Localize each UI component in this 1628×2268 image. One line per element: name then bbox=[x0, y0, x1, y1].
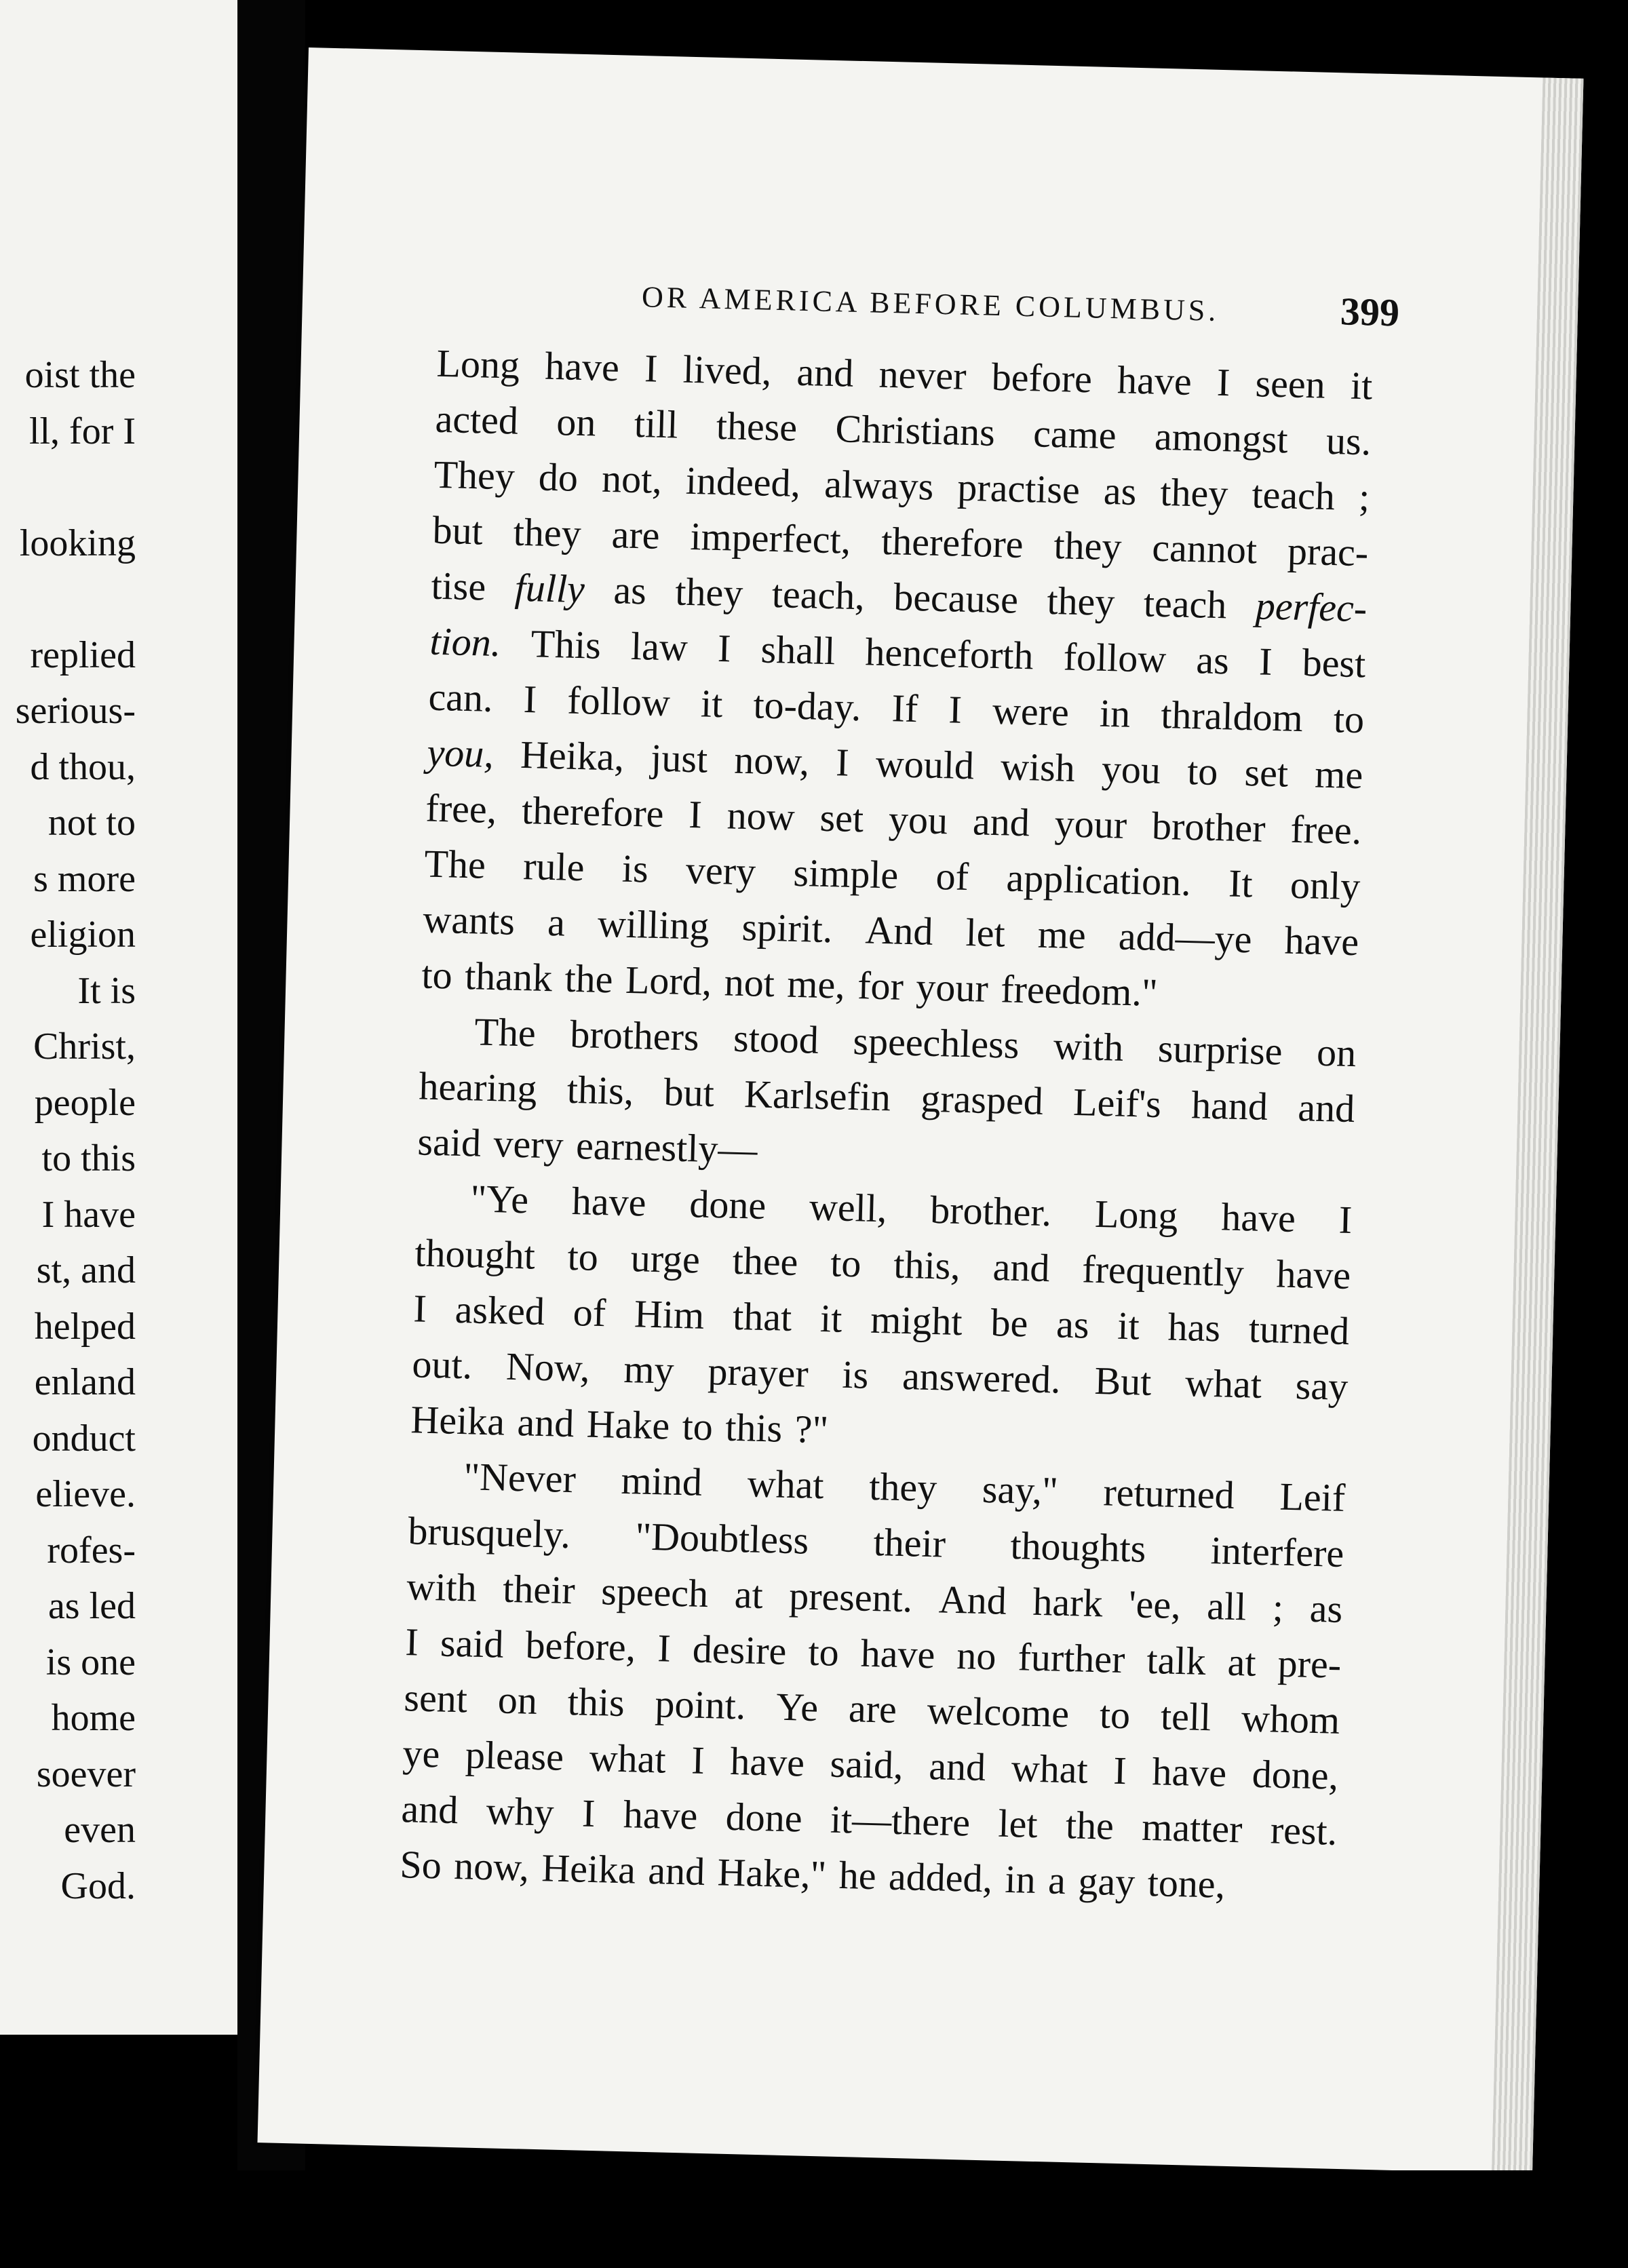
word: ; bbox=[1358, 475, 1371, 520]
word: on bbox=[556, 399, 597, 445]
word: I bbox=[581, 1791, 596, 1836]
word: So bbox=[399, 1842, 442, 1888]
word: they bbox=[1053, 523, 1123, 569]
word: brother bbox=[1151, 803, 1266, 850]
word: I bbox=[523, 677, 538, 722]
word: Leif's bbox=[1072, 1080, 1162, 1127]
word: thank bbox=[464, 954, 553, 1000]
word: came bbox=[1032, 411, 1117, 458]
word: are bbox=[848, 1686, 897, 1732]
word: it bbox=[700, 681, 724, 726]
facing-page-line: people bbox=[34, 1081, 136, 1124]
word: This bbox=[530, 621, 602, 667]
word: I bbox=[412, 1286, 427, 1331]
word: you bbox=[888, 797, 948, 843]
word: have bbox=[1151, 1749, 1227, 1795]
word: point. bbox=[654, 1681, 747, 1728]
word: "Ye bbox=[469, 1176, 529, 1222]
word: spirit. bbox=[741, 905, 834, 952]
word: he bbox=[838, 1852, 877, 1898]
italic-word: you, bbox=[426, 730, 495, 776]
word: whom bbox=[1241, 1696, 1340, 1742]
word: The bbox=[473, 1009, 537, 1055]
word: it bbox=[1350, 363, 1374, 408]
word: teach, bbox=[771, 571, 866, 619]
word: have bbox=[571, 1178, 647, 1225]
word: I bbox=[1338, 1197, 1353, 1243]
word: indeed, bbox=[685, 458, 801, 505]
word: Long bbox=[435, 340, 520, 387]
facing-page-line: enland bbox=[34, 1361, 136, 1403]
word: desire bbox=[692, 1626, 788, 1673]
word: to bbox=[566, 1234, 599, 1279]
word: henceforth bbox=[864, 629, 1034, 678]
word: as bbox=[1195, 638, 1230, 683]
word: their bbox=[872, 1520, 946, 1566]
word: I bbox=[948, 687, 963, 732]
word: all bbox=[1206, 1584, 1247, 1629]
facing-page-line: rofes- bbox=[47, 1529, 136, 1571]
word: be bbox=[990, 1300, 1029, 1346]
word: I bbox=[644, 346, 659, 391]
word: ; bbox=[1272, 1585, 1284, 1630]
facing-page-line: Christ, bbox=[33, 1025, 136, 1068]
word: and bbox=[992, 1245, 1051, 1291]
word: Lord, bbox=[625, 957, 713, 1004]
word: on bbox=[1316, 1030, 1357, 1076]
word: further bbox=[1017, 1635, 1126, 1682]
facing-page-line: serious- bbox=[15, 690, 136, 732]
word: have bbox=[623, 1792, 699, 1838]
word: pre- bbox=[1277, 1641, 1342, 1687]
word: Long bbox=[1094, 1191, 1179, 1238]
word: would bbox=[875, 741, 975, 788]
word: always bbox=[823, 461, 935, 509]
word bbox=[1255, 578, 1368, 636]
word: at bbox=[734, 1572, 764, 1618]
facing-page bbox=[0, 0, 237, 2035]
facing-page-line: home bbox=[51, 1697, 136, 1739]
facing-page-line: oist the bbox=[24, 354, 136, 396]
word: I bbox=[1112, 1748, 1127, 1793]
word: simple bbox=[792, 850, 899, 897]
italic-word: perfec- bbox=[1255, 583, 1368, 631]
word: added, bbox=[888, 1854, 993, 1901]
word bbox=[427, 725, 495, 782]
word: is bbox=[621, 846, 649, 891]
word: best bbox=[1302, 640, 1367, 686]
word: as bbox=[613, 568, 647, 613]
word: Hake bbox=[586, 1401, 671, 1448]
word: have bbox=[860, 1630, 936, 1677]
word: sent bbox=[403, 1675, 468, 1721]
word: Now, bbox=[505, 1344, 591, 1390]
word: it—there bbox=[830, 1797, 971, 1845]
word: If bbox=[891, 686, 919, 731]
word: to bbox=[1186, 748, 1219, 794]
facing-page-line: I have bbox=[41, 1193, 136, 1236]
word: They bbox=[433, 452, 516, 498]
word: thee bbox=[732, 1238, 799, 1285]
word: are bbox=[610, 512, 661, 558]
facing-page-line: looking bbox=[19, 522, 136, 564]
facing-page-line: elieve. bbox=[35, 1473, 136, 1515]
word: because bbox=[893, 574, 1019, 622]
word: present. bbox=[788, 1573, 914, 1621]
word: done bbox=[689, 1181, 767, 1228]
word: that bbox=[732, 1293, 792, 1340]
word: prac- bbox=[1287, 528, 1369, 575]
word: let bbox=[997, 1801, 1039, 1847]
word: with bbox=[406, 1564, 478, 1610]
scan-border bbox=[0, 2170, 1628, 2268]
word: but bbox=[663, 1070, 715, 1116]
word: this bbox=[724, 1405, 783, 1451]
word: The bbox=[423, 841, 486, 887]
word: returned bbox=[1102, 1470, 1235, 1517]
word: set bbox=[819, 795, 864, 841]
word: not, bbox=[601, 456, 663, 502]
word: speech bbox=[600, 1569, 709, 1616]
word: "Doubtless bbox=[634, 1514, 809, 1563]
word: set bbox=[1243, 750, 1289, 796]
word: tell bbox=[1160, 1694, 1212, 1740]
word: before bbox=[991, 354, 1093, 402]
word: Heika bbox=[541, 1845, 636, 1892]
word: they bbox=[1046, 578, 1116, 625]
word: with bbox=[1053, 1023, 1124, 1070]
word: and bbox=[928, 1744, 986, 1790]
word: brother. bbox=[929, 1187, 1052, 1235]
facing-page-line: God. bbox=[60, 1864, 136, 1907]
word: never bbox=[878, 351, 967, 398]
page-number: 399 bbox=[1340, 289, 1400, 335]
word: rule bbox=[522, 844, 585, 890]
word: to bbox=[1333, 697, 1365, 742]
word: why bbox=[486, 1788, 555, 1835]
word: free. bbox=[1290, 806, 1362, 853]
word: Hake," bbox=[716, 1850, 828, 1897]
word: what bbox=[1184, 1361, 1262, 1407]
word: please bbox=[465, 1732, 564, 1779]
word: brothers bbox=[569, 1011, 700, 1059]
word: this bbox=[567, 1679, 625, 1725]
facing-page-line: It is bbox=[77, 969, 136, 1012]
word: to bbox=[807, 1629, 840, 1675]
word: talk bbox=[1146, 1637, 1207, 1684]
word: the bbox=[1065, 1803, 1115, 1848]
word: surprise bbox=[1157, 1026, 1283, 1074]
word: they bbox=[674, 569, 744, 615]
word: application. bbox=[1005, 855, 1192, 905]
word: mind bbox=[620, 1458, 703, 1504]
word: I bbox=[835, 740, 850, 785]
word: shall bbox=[760, 627, 836, 673]
word: and bbox=[516, 1400, 575, 1446]
word: were bbox=[992, 688, 1070, 735]
word: a bbox=[547, 899, 566, 945]
facing-page-line: ll, for I bbox=[28, 410, 136, 452]
word: willing bbox=[597, 901, 710, 948]
word: this, bbox=[566, 1067, 635, 1114]
word: me, bbox=[786, 961, 846, 1007]
word: me bbox=[1314, 751, 1364, 798]
word: say bbox=[1295, 1363, 1349, 1409]
word: have bbox=[1275, 1251, 1351, 1298]
facing-page-line: eligion bbox=[30, 914, 136, 956]
facing-page-line: to this bbox=[41, 1137, 136, 1179]
word: freedom." bbox=[1000, 966, 1159, 1015]
word: urge bbox=[630, 1236, 701, 1282]
word: no bbox=[956, 1633, 997, 1679]
word: your bbox=[915, 964, 989, 1011]
facing-page-line: onduct bbox=[32, 1417, 136, 1460]
word: well, bbox=[809, 1184, 888, 1231]
word: I bbox=[717, 626, 732, 671]
word: It bbox=[1228, 861, 1254, 906]
facing-page-line: as led bbox=[47, 1585, 136, 1627]
word: teach bbox=[1143, 581, 1228, 627]
word: of bbox=[573, 1290, 606, 1335]
word: speechless bbox=[852, 1019, 1020, 1068]
word: of bbox=[935, 853, 969, 899]
word: seen bbox=[1254, 361, 1326, 407]
word: acted bbox=[434, 396, 519, 443]
word: lived, bbox=[682, 347, 773, 393]
word: me bbox=[1037, 912, 1087, 958]
word: out. bbox=[411, 1342, 473, 1388]
word: earnestly— bbox=[575, 1123, 758, 1172]
word: have bbox=[729, 1738, 805, 1785]
word: say," bbox=[982, 1466, 1059, 1513]
word: therefore bbox=[521, 788, 665, 836]
word: therefore bbox=[880, 518, 1024, 566]
word: answered. bbox=[902, 1353, 1062, 1402]
page-edge bbox=[1492, 77, 1583, 2174]
word: they bbox=[1159, 469, 1229, 516]
word: "Never bbox=[463, 1454, 577, 1502]
word: what bbox=[589, 1735, 667, 1782]
word: said bbox=[440, 1620, 505, 1666]
word: stood bbox=[733, 1015, 819, 1062]
word: done, bbox=[1252, 1751, 1339, 1798]
word: I bbox=[1258, 639, 1273, 684]
word: hark bbox=[1032, 1579, 1104, 1626]
word: till bbox=[634, 401, 679, 447]
word: thraldom bbox=[1160, 692, 1304, 741]
word: practise bbox=[956, 465, 1081, 512]
word: to bbox=[681, 1404, 714, 1449]
word: wants bbox=[422, 897, 516, 943]
word: I bbox=[657, 1626, 672, 1670]
word: law bbox=[630, 623, 689, 669]
word bbox=[514, 560, 585, 617]
facing-page-line: soever bbox=[36, 1753, 136, 1795]
word: it bbox=[1117, 1303, 1140, 1348]
facing-page-line: st, and bbox=[36, 1249, 136, 1291]
word: my bbox=[623, 1346, 675, 1392]
word: a bbox=[1047, 1858, 1066, 1903]
word: let bbox=[965, 910, 1006, 956]
word: ?" bbox=[794, 1407, 829, 1452]
facing-page-line: helped bbox=[34, 1305, 136, 1348]
word: But bbox=[1093, 1358, 1152, 1404]
word: add—ye bbox=[1118, 914, 1253, 962]
word: 'ee, bbox=[1128, 1582, 1182, 1628]
word: but bbox=[431, 507, 484, 553]
word: very bbox=[492, 1121, 564, 1167]
running-head: OR AMERICA BEFORE COLUMBUS. bbox=[641, 280, 1220, 328]
word: now bbox=[726, 793, 796, 839]
word: at bbox=[1226, 1639, 1257, 1685]
word: And bbox=[938, 1577, 1007, 1623]
word: tone, bbox=[1147, 1860, 1226, 1907]
word: gay bbox=[1077, 1858, 1136, 1904]
word: and bbox=[796, 349, 855, 395]
book-page bbox=[258, 47, 1584, 2174]
word: I bbox=[688, 792, 703, 837]
word: Him bbox=[634, 1291, 705, 1337]
facing-page-line: even bbox=[64, 1809, 136, 1851]
word: turned bbox=[1248, 1306, 1350, 1354]
word: thoughts bbox=[1009, 1523, 1147, 1571]
word: and bbox=[647, 1848, 706, 1894]
word: prayer bbox=[707, 1348, 809, 1396]
word: Ye bbox=[775, 1684, 819, 1730]
word: said, bbox=[829, 1741, 904, 1788]
word: hearing bbox=[418, 1063, 538, 1111]
word: to-day. bbox=[752, 682, 862, 730]
word: your bbox=[1054, 801, 1127, 847]
word: what bbox=[1011, 1746, 1089, 1792]
word: to bbox=[1099, 1692, 1131, 1738]
word: only bbox=[1290, 862, 1361, 909]
word: and bbox=[1297, 1085, 1355, 1131]
italic-word: fully bbox=[514, 565, 585, 612]
word bbox=[429, 614, 502, 671]
body-text bbox=[400, 336, 1374, 1915]
word: done bbox=[725, 1794, 803, 1841]
word: these bbox=[716, 403, 798, 450]
word: for bbox=[857, 963, 904, 1009]
word: their bbox=[502, 1566, 576, 1613]
word: cannot bbox=[1151, 525, 1258, 572]
italic-word: tion. bbox=[429, 619, 502, 665]
word: and bbox=[400, 1786, 459, 1833]
word: Karlsefin bbox=[743, 1072, 891, 1120]
word: as bbox=[1309, 1586, 1343, 1631]
word: ye bbox=[402, 1731, 441, 1776]
word: wish bbox=[1000, 744, 1076, 790]
word: not bbox=[724, 960, 775, 1006]
word: grasped bbox=[920, 1076, 1044, 1123]
word: do bbox=[538, 454, 579, 500]
word: amongst bbox=[1154, 414, 1289, 462]
word: as bbox=[1103, 468, 1138, 514]
facing-page-line: s more bbox=[33, 857, 136, 900]
word: they bbox=[513, 509, 582, 556]
word: thought bbox=[414, 1230, 536, 1278]
word: as bbox=[1055, 1302, 1090, 1347]
word: have bbox=[1283, 918, 1359, 964]
word: I bbox=[404, 1620, 419, 1664]
word: can. bbox=[427, 674, 494, 720]
word: follow bbox=[1063, 634, 1167, 682]
facing-page-line: replied bbox=[30, 633, 136, 676]
word: Leif bbox=[1279, 1474, 1346, 1520]
word: asked bbox=[454, 1287, 545, 1334]
word: before, bbox=[524, 1622, 637, 1670]
word: interfere bbox=[1210, 1528, 1344, 1576]
word: I bbox=[691, 1738, 705, 1783]
word: has bbox=[1167, 1304, 1221, 1350]
word: now, bbox=[453, 1843, 530, 1890]
word: Christians bbox=[834, 406, 996, 454]
word: free, bbox=[425, 785, 498, 832]
word: have bbox=[1117, 357, 1193, 404]
word: Heika bbox=[410, 1397, 505, 1444]
word: they bbox=[868, 1464, 937, 1510]
word: I bbox=[1216, 359, 1231, 405]
word: to bbox=[421, 952, 453, 998]
word: teach bbox=[1251, 472, 1336, 519]
word: rest. bbox=[1270, 1807, 1338, 1854]
word: to bbox=[830, 1240, 862, 1286]
word: have bbox=[544, 343, 620, 390]
word: frequently bbox=[1081, 1247, 1245, 1295]
word: it bbox=[819, 1295, 843, 1341]
word: in bbox=[1004, 1856, 1036, 1902]
word: Heika, bbox=[520, 732, 625, 779]
facing-page-line: is one bbox=[45, 1641, 136, 1683]
word: us. bbox=[1325, 418, 1372, 464]
facing-page-line: d thou, bbox=[30, 745, 136, 788]
word: and bbox=[972, 799, 1030, 845]
word: on bbox=[497, 1677, 538, 1723]
word: have bbox=[1220, 1194, 1296, 1241]
word: hand bbox=[1190, 1082, 1268, 1129]
word: you bbox=[1101, 746, 1161, 792]
word: And bbox=[864, 907, 934, 954]
facing-page-line: not to bbox=[47, 802, 136, 844]
word: matter bbox=[1141, 1804, 1243, 1852]
word: in bbox=[1099, 690, 1131, 736]
word: very bbox=[685, 847, 756, 894]
word: this, bbox=[893, 1242, 961, 1288]
word: tise bbox=[430, 563, 486, 609]
word: might bbox=[870, 1297, 963, 1344]
word: imperfect, bbox=[689, 513, 852, 562]
word: said bbox=[416, 1119, 482, 1165]
word: welcome bbox=[927, 1688, 1070, 1736]
word: brusquely. bbox=[407, 1508, 571, 1557]
word: is bbox=[841, 1352, 870, 1397]
word: the bbox=[564, 956, 614, 1002]
word: follow bbox=[566, 678, 671, 725]
word: now, bbox=[733, 737, 810, 784]
word: just bbox=[650, 735, 708, 781]
word: what bbox=[747, 1461, 825, 1508]
